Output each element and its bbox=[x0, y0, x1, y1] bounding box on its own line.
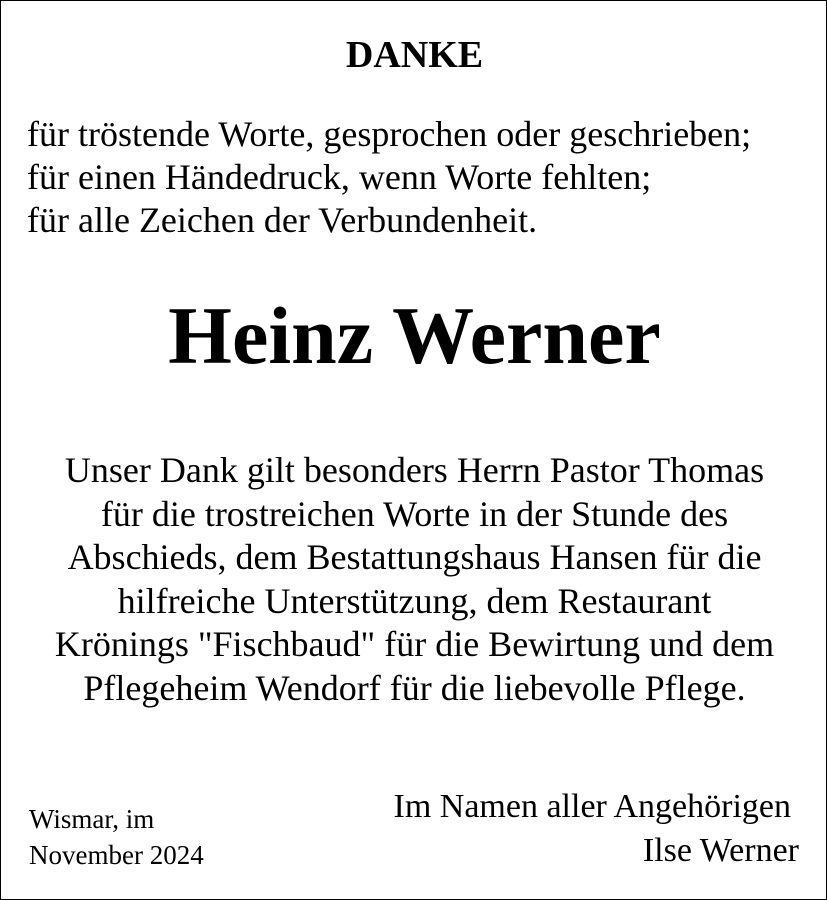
signature-line: Im Namen aller Angehörigen bbox=[393, 788, 791, 825]
thanks-line: für die trostreichen Worte in der Stunde des bbox=[100, 493, 729, 534]
signature-block bbox=[299, 785, 799, 873]
thanks-line: Krönings "Fischbaud" für die Bewirtung und dem bbox=[54, 624, 775, 664]
place-line: Wismar, im bbox=[29, 804, 155, 834]
intro-line: für alle Zeichen der Verbundenheit. bbox=[27, 200, 538, 240]
place-date bbox=[29, 801, 269, 873]
intro-text bbox=[27, 113, 817, 242]
thanks-line: hilfreiche Unterstützung, dem Restaurant bbox=[117, 580, 712, 621]
thanks-text bbox=[1, 449, 827, 710]
intro-line: für einen Händedruck, wenn Worte fehlten; bbox=[27, 157, 652, 197]
deceased-name: Heinz Werner bbox=[168, 290, 661, 381]
signatory-name: Ilse Werner bbox=[642, 832, 799, 869]
date-line: November 2024 bbox=[29, 840, 204, 870]
thanks-line: Pflegeheim Wendorf für die liebevolle Pflege. bbox=[83, 667, 746, 708]
intro-line: für tröstende Worte, gesprochen oder geschrieben; bbox=[27, 114, 752, 154]
notice-heading: DANKE bbox=[345, 34, 484, 76]
thanks-line: Abschieds, dem Bestattungshaus Hansen für die bbox=[67, 537, 762, 577]
thanks-line: Unser Dank gilt besonders Herrn Pastor Thomas bbox=[64, 450, 765, 490]
